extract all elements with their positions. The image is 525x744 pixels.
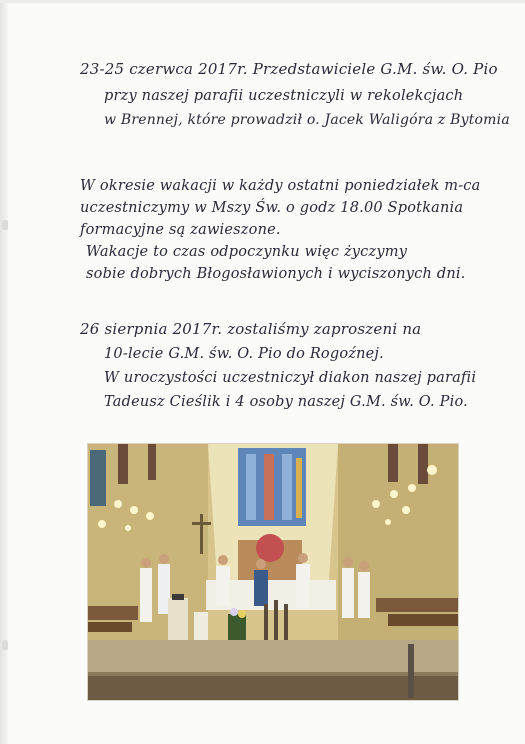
paragraph-line: 23-25 czerwca 2017r. Przedstawiciele G.M. św. O. Pio	[80, 60, 498, 78]
paragraph-line: Wakacje to czas odpoczynku więc życzymy	[86, 244, 408, 260]
paragraph-line: sobie dobrych Błogosławionych i wyciszonych dni.	[86, 266, 466, 282]
paragraph-line: przy naszej parafii uczestniczyli w rekolekcjach	[104, 88, 464, 104]
paragraph-line: Tadeusz Cieślik i 4 osoby naszej G.M. św. O. Pio.	[104, 394, 468, 410]
paragraph-line: 10-lecie G.M. św. O. Pio do Rogoźnej.	[104, 346, 384, 362]
paragraph-line: formacyjne są zawieszone.	[80, 222, 281, 238]
page-top-edge	[0, 0, 525, 3]
paragraph-line: uczestniczymy w Mszy Św. o godz 18.00 Spotkania	[80, 200, 464, 216]
church-photo	[88, 444, 458, 700]
binding-mark	[2, 220, 8, 230]
church-interior-illustration	[88, 444, 458, 700]
paragraph-line: W uroczystości uczestniczył diakon naszej parafii	[104, 370, 477, 386]
binding-mark	[2, 640, 8, 650]
page-binding-edge	[0, 0, 8, 744]
paragraph-line: w Brennej, które prowadził o. Jacek Waligóra z Bytomia	[104, 112, 510, 128]
paragraph-line: W okresie wakacji w każdy ostatni poniedziałek m-ca	[80, 178, 481, 194]
paragraph-line: 26 sierpnia 2017r. zostaliśmy zaproszeni na	[80, 320, 422, 338]
